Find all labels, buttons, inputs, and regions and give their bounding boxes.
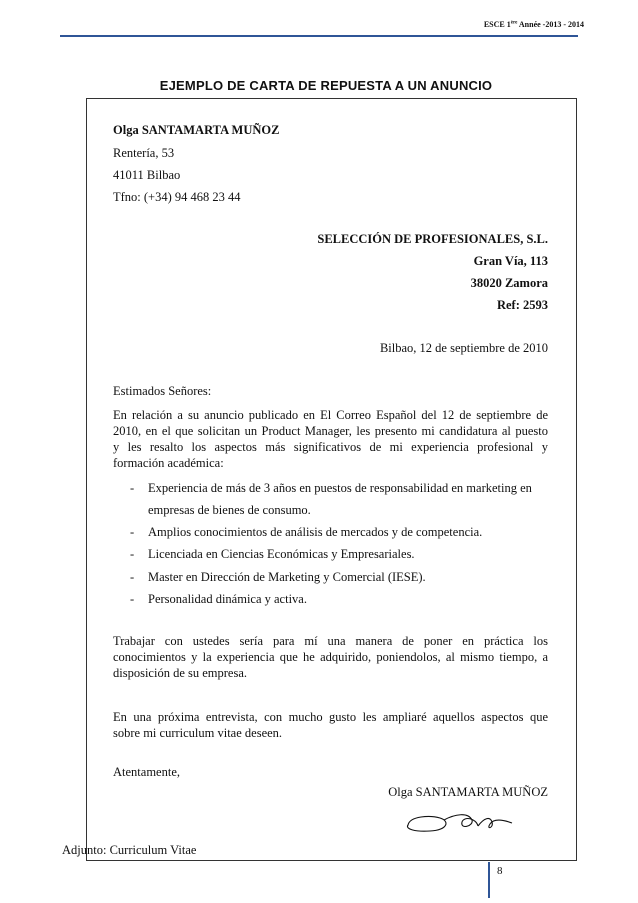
page-title: EJEMPLO DE CARTA DE REPUESTA A UN ANUNCIO bbox=[159, 78, 493, 93]
body-paragraph bbox=[113, 709, 548, 741]
attachment-note: Adjunto: Curriculum Vitae bbox=[62, 843, 197, 857]
intro-line: En relación a su anuncio publicado en El Correo Español del 12 de septiembre de bbox=[113, 408, 548, 422]
sender-name: Olga SANTAMARTA MUÑOZ bbox=[113, 123, 280, 137]
body-line: conocimientos y la experiencia que he adquirido, poniendolos, al mismo tiempo, a bbox=[113, 650, 548, 664]
recipient-city: 38020 Zamora bbox=[470, 276, 548, 290]
bullet-item: - Amplios conocimientos de análisis de mercados y de competencia. bbox=[130, 525, 483, 539]
body-line: Trabajar con ustedes sería para mí una manera de poner en práctica los bbox=[113, 634, 548, 648]
letter-frame bbox=[86, 98, 577, 861]
sender-city: 41011 Bilbao bbox=[113, 168, 181, 182]
handwritten-signature bbox=[400, 808, 520, 838]
intro-line: 2010, en el que solicitan un Product Manager, les presento mi candidatura al puesto bbox=[113, 424, 548, 438]
body-paragraph bbox=[113, 633, 548, 681]
bullet-item: - Master en Dirección de Marketing y Comercial (IESE). bbox=[130, 570, 426, 584]
recipient-ref: Ref: 2593 bbox=[496, 298, 548, 312]
letter-date: Bilbao, 12 de septiembre de 2010 bbox=[379, 341, 548, 355]
running-header: ESCE 1ère Année -2013 - 2014 bbox=[483, 20, 584, 29]
body-line: disposición de su empresa. bbox=[113, 666, 248, 680]
closing: Atentamente, bbox=[113, 765, 180, 779]
greeting: Estimados Señores: bbox=[113, 384, 212, 398]
body-line: En una próxima entrevista, con mucho gusto les ampliaré aquellos aspectos que bbox=[113, 710, 548, 724]
recipient-street: Gran Vía, 113 bbox=[473, 254, 548, 268]
page-number: 8 bbox=[497, 865, 503, 877]
sender-phone: Tfno: (+34) 94 468 23 44 bbox=[113, 190, 241, 204]
bullet-item-continued: empresas de bienes de consumo. bbox=[148, 503, 311, 517]
bullet-item: - Licenciada en Ciencias Económicas y Empresariales. bbox=[130, 547, 415, 561]
header-rule bbox=[60, 35, 578, 37]
page-number-rule bbox=[488, 862, 490, 898]
signature-name: Olga SANTAMARTA MUÑOZ bbox=[388, 785, 548, 799]
bullet-item: - Experiencia de más de 3 años en puestos de responsabilidad en marketing en bbox=[130, 481, 532, 495]
bullet-item: - Personalidad dinámica y activa. bbox=[130, 592, 307, 606]
intro-paragraph bbox=[113, 407, 548, 471]
sender-street: Rentería, 53 bbox=[113, 146, 175, 160]
body-line: sobre mi curriculum vitae deseen. bbox=[113, 726, 283, 740]
recipient-company: SELECCIÓN DE PROFESIONALES, S.L. bbox=[317, 232, 548, 246]
intro-line: y les resalto los aspectos más significativos de mi experiencia profesional y bbox=[113, 440, 548, 454]
intro-line: formación académica: bbox=[113, 456, 224, 470]
